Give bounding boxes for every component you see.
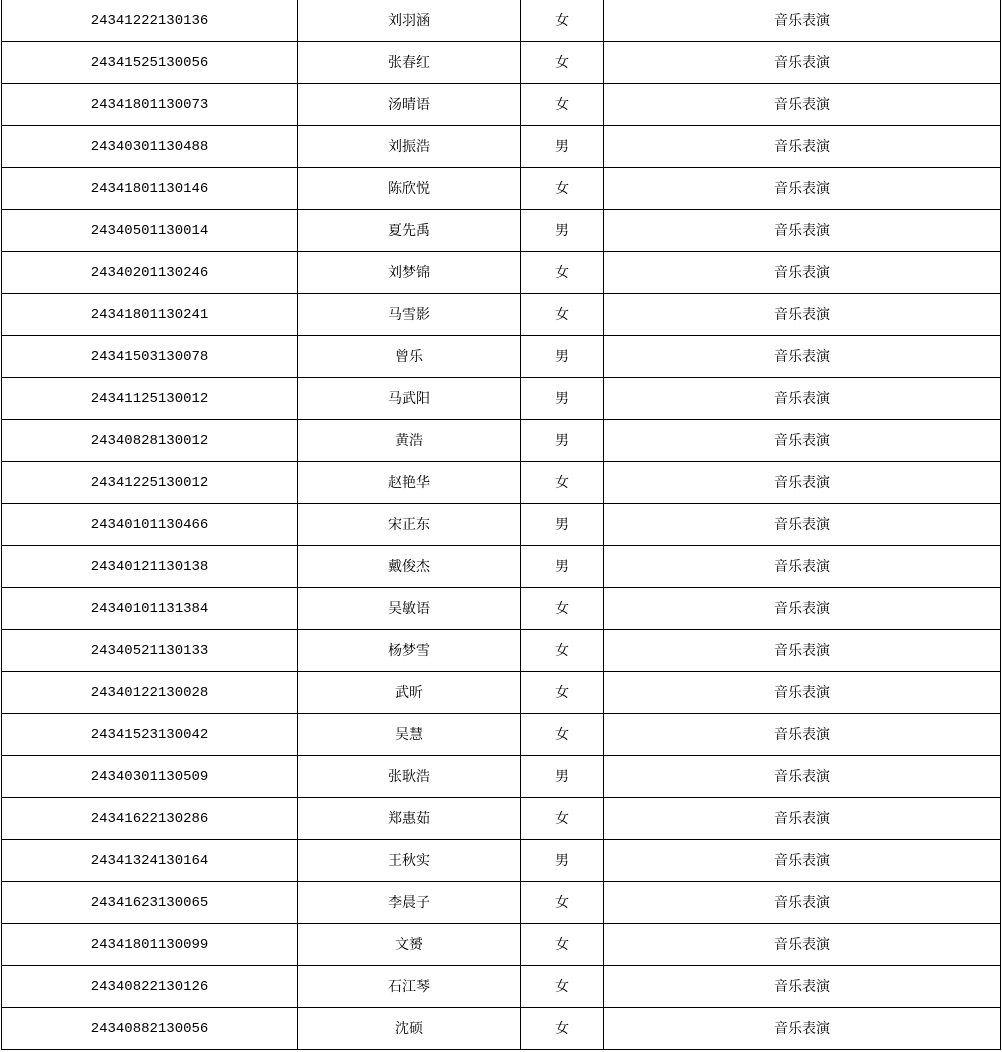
cell-major: 音乐表演 <box>604 504 1001 546</box>
cell-gender: 男 <box>521 378 604 420</box>
cell-name: 刘振浩 <box>298 126 521 168</box>
table-row <box>2 210 1001 252</box>
cell-major: 音乐表演 <box>604 840 1001 882</box>
table-row <box>2 294 1001 336</box>
cell-student-id: 24341125130012 <box>2 378 298 420</box>
cell-student-id: 24340822130126 <box>2 966 298 1008</box>
cell-gender: 女 <box>521 462 604 504</box>
cell-gender: 男 <box>521 210 604 252</box>
student-roster-table <box>1 0 1001 1050</box>
cell-gender: 女 <box>521 168 604 210</box>
cell-gender: 女 <box>521 882 604 924</box>
cell-major: 音乐表演 <box>604 168 1001 210</box>
cell-student-id: 24341801130099 <box>2 924 298 966</box>
table-row <box>2 924 1001 966</box>
table-row <box>2 420 1001 462</box>
cell-name: 张耿浩 <box>298 756 521 798</box>
table-row <box>2 840 1001 882</box>
cell-major: 音乐表演 <box>604 798 1001 840</box>
cell-name: 武昕 <box>298 672 521 714</box>
cell-major: 音乐表演 <box>604 378 1001 420</box>
table-row <box>2 1008 1001 1050</box>
cell-name: 夏先禹 <box>298 210 521 252</box>
cell-name: 文赟 <box>298 924 521 966</box>
cell-gender: 男 <box>521 546 604 588</box>
cell-name: 宋正东 <box>298 504 521 546</box>
table-row <box>2 672 1001 714</box>
table-row <box>2 378 1001 420</box>
cell-gender: 女 <box>521 714 604 756</box>
cell-major: 音乐表演 <box>604 294 1001 336</box>
table-row <box>2 336 1001 378</box>
cell-name: 黄浩 <box>298 420 521 462</box>
cell-student-id: 24341622130286 <box>2 798 298 840</box>
cell-student-id: 24340122130028 <box>2 672 298 714</box>
table-row <box>2 252 1001 294</box>
cell-student-id: 24340521130133 <box>2 630 298 672</box>
cell-major: 音乐表演 <box>604 756 1001 798</box>
cell-name: 吴慧 <box>298 714 521 756</box>
cell-major: 音乐表演 <box>604 1008 1001 1050</box>
table-row <box>2 630 1001 672</box>
cell-gender: 女 <box>521 294 604 336</box>
table-row <box>2 42 1001 84</box>
cell-student-id: 24341225130012 <box>2 462 298 504</box>
cell-name: 郑惠茹 <box>298 798 521 840</box>
cell-student-id: 24340301130509 <box>2 756 298 798</box>
cell-student-id: 24340882130056 <box>2 1008 298 1050</box>
table-row <box>2 84 1001 126</box>
cell-major: 音乐表演 <box>604 966 1001 1008</box>
cell-student-id: 24341222130136 <box>2 0 298 42</box>
cell-major: 音乐表演 <box>604 0 1001 42</box>
cell-gender: 男 <box>521 504 604 546</box>
table-row <box>2 798 1001 840</box>
table-row <box>2 0 1001 42</box>
cell-gender: 女 <box>521 672 604 714</box>
cell-student-id: 24341523130042 <box>2 714 298 756</box>
cell-major: 音乐表演 <box>604 672 1001 714</box>
cell-major: 音乐表演 <box>604 588 1001 630</box>
cell-gender: 女 <box>521 1008 604 1050</box>
cell-major: 音乐表演 <box>604 882 1001 924</box>
cell-name: 陈欣悦 <box>298 168 521 210</box>
cell-name: 王秋实 <box>298 840 521 882</box>
cell-major: 音乐表演 <box>604 546 1001 588</box>
cell-gender: 女 <box>521 42 604 84</box>
cell-student-id: 24341801130241 <box>2 294 298 336</box>
cell-student-id: 24340201130246 <box>2 252 298 294</box>
table-row <box>2 462 1001 504</box>
cell-major: 音乐表演 <box>604 126 1001 168</box>
table-row <box>2 126 1001 168</box>
cell-student-id: 24340101131384 <box>2 588 298 630</box>
cell-name: 张春红 <box>298 42 521 84</box>
cell-name: 马武阳 <box>298 378 521 420</box>
cell-name: 戴俊杰 <box>298 546 521 588</box>
cell-major: 音乐表演 <box>604 252 1001 294</box>
cell-name: 石江琴 <box>298 966 521 1008</box>
cell-student-id: 24341503130078 <box>2 336 298 378</box>
cell-student-id: 24340828130012 <box>2 420 298 462</box>
cell-student-id: 24341324130164 <box>2 840 298 882</box>
cell-gender: 男 <box>521 336 604 378</box>
cell-major: 音乐表演 <box>604 462 1001 504</box>
cell-gender: 女 <box>521 84 604 126</box>
cell-name: 刘羽涵 <box>298 0 521 42</box>
table-row <box>2 966 1001 1008</box>
cell-name: 汤晴语 <box>298 84 521 126</box>
cell-gender: 男 <box>521 840 604 882</box>
table-row <box>2 504 1001 546</box>
cell-major: 音乐表演 <box>604 420 1001 462</box>
cell-gender: 女 <box>521 630 604 672</box>
cell-major: 音乐表演 <box>604 210 1001 252</box>
cell-major: 音乐表演 <box>604 630 1001 672</box>
cell-name: 沈硕 <box>298 1008 521 1050</box>
cell-major: 音乐表演 <box>604 714 1001 756</box>
cell-gender: 女 <box>521 966 604 1008</box>
cell-student-id: 24340101130466 <box>2 504 298 546</box>
cell-name: 李晨子 <box>298 882 521 924</box>
table-row <box>2 714 1001 756</box>
cell-gender: 男 <box>521 126 604 168</box>
cell-student-id: 24341525130056 <box>2 42 298 84</box>
cell-name: 曾乐 <box>298 336 521 378</box>
cell-name: 杨梦雪 <box>298 630 521 672</box>
cell-gender: 男 <box>521 420 604 462</box>
cell-student-id: 24340121130138 <box>2 546 298 588</box>
cell-student-id: 24341801130146 <box>2 168 298 210</box>
table-row <box>2 168 1001 210</box>
cell-major: 音乐表演 <box>604 84 1001 126</box>
cell-gender: 女 <box>521 798 604 840</box>
cell-major: 音乐表演 <box>604 924 1001 966</box>
cell-major: 音乐表演 <box>604 42 1001 84</box>
roster-body <box>2 0 1001 1050</box>
cell-major: 音乐表演 <box>604 336 1001 378</box>
cell-name: 吴敏语 <box>298 588 521 630</box>
cell-student-id: 24341801130073 <box>2 84 298 126</box>
cell-gender: 女 <box>521 252 604 294</box>
table-row <box>2 882 1001 924</box>
cell-name: 马雪影 <box>298 294 521 336</box>
cell-gender: 女 <box>521 588 604 630</box>
cell-student-id: 24340301130488 <box>2 126 298 168</box>
cell-student-id: 24341623130065 <box>2 882 298 924</box>
cell-student-id: 24340501130014 <box>2 210 298 252</box>
cell-name: 刘梦锦 <box>298 252 521 294</box>
cell-gender: 男 <box>521 756 604 798</box>
table-row <box>2 588 1001 630</box>
cell-name: 赵艳华 <box>298 462 521 504</box>
cell-gender: 女 <box>521 0 604 42</box>
table-row <box>2 756 1001 798</box>
cell-gender: 女 <box>521 924 604 966</box>
table-row <box>2 546 1001 588</box>
